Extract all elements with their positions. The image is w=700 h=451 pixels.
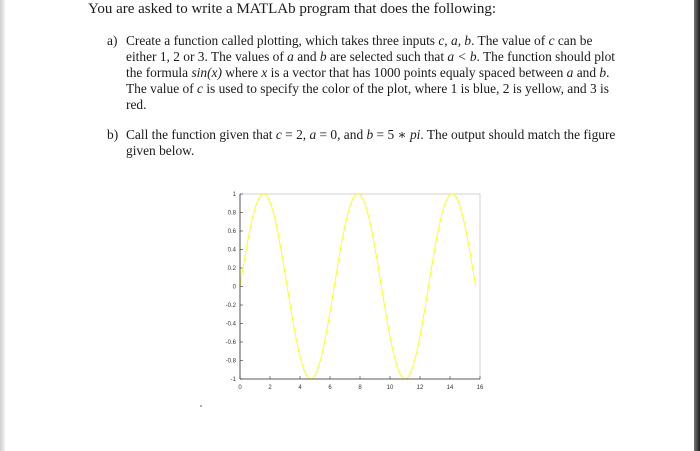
text-segment: is used to specify the color of the plot, where 1 is blue, 2 is yellow, and 3 is red. <box>126 81 609 112</box>
y-tick-label: 0.4 <box>227 247 236 254</box>
y-tick-label: -0.4 <box>225 321 236 328</box>
y-tick-label: 0.2 <box>227 266 236 272</box>
math-term: b <box>366 127 374 142</box>
text-segment: Call the function given that <box>126 127 276 142</box>
text-segment: . The value of <box>471 33 549 48</box>
text-segment: are selected such that <box>326 49 448 64</box>
text-segment: . The function should plot the formula <box>126 49 616 80</box>
text-segment: is a vector that has 1000 points equaly spaced between <box>267 65 567 80</box>
sine-curve <box>240 194 476 379</box>
text-segment: . The value of <box>126 65 610 96</box>
text-segment: where <box>221 65 262 80</box>
text-segment: and <box>293 49 320 64</box>
text-segment: = 5 ∗ <box>373 127 410 142</box>
question-intro: You are asked to write a MATLAb program that does the following: <box>88 1 496 17</box>
x-tick-label: 8 <box>358 385 362 391</box>
math-term: a <box>287 49 294 64</box>
stray-dot <box>200 405 202 407</box>
y-tick-label: -0.2 <box>225 303 236 309</box>
part-b-marker: b) <box>107 127 119 142</box>
text-segment: . The output should match the figure given below. <box>126 127 616 158</box>
math-term: x <box>261 65 268 80</box>
y-tick-label: 1 <box>232 192 236 198</box>
x-tick-label: 4 <box>298 385 302 391</box>
page-left-edge <box>0 0 5 451</box>
text-segment: and <box>573 65 600 80</box>
part-b <box>107 127 617 159</box>
math-term: c <box>197 81 203 96</box>
part-a-marker: a) <box>107 33 118 48</box>
math-term: sin(x) <box>191 65 222 80</box>
math-term: c <box>548 33 555 48</box>
part-b-text <box>126 127 617 159</box>
math-term: a <box>566 65 574 80</box>
x-tick-label: 12 <box>416 385 424 391</box>
y-tick-label: 0.8 <box>227 210 236 217</box>
part-a-text <box>126 33 622 113</box>
math-term: a < b <box>447 49 477 64</box>
y-tick-label: 0.6 <box>227 229 236 235</box>
y-tick-label: -0.6 <box>225 340 236 346</box>
x-axis <box>238 376 484 391</box>
math-term: c, a, b <box>438 33 472 48</box>
x-tick-label: 14 <box>446 385 454 391</box>
math-term: c <box>275 127 282 142</box>
y-tick-label: 0 <box>232 284 236 291</box>
text-segment: = 2, <box>281 127 310 142</box>
text-segment: = 0, and <box>316 127 367 142</box>
text-segment: can be either 1, 2 or 3. The values of <box>126 33 593 64</box>
plot-axes-box <box>240 194 480 379</box>
x-tick-label: 16 <box>476 385 484 391</box>
text-segment: Create a function called plotting, which takes three inputs <box>126 33 439 48</box>
y-tick-label: -1 <box>230 377 236 383</box>
part-a <box>107 33 622 113</box>
x-tick-label: 2 <box>268 385 272 391</box>
math-term: b <box>599 65 607 80</box>
x-tick-label: 6 <box>328 385 332 391</box>
math-term: pi <box>409 127 421 142</box>
math-term: b <box>319 49 327 64</box>
x-tick-label: 0 <box>238 385 242 391</box>
math-term: a <box>309 127 317 142</box>
x-tick-label: 10 <box>386 385 394 391</box>
sine-plot <box>218 184 488 404</box>
page-right-edge <box>694 0 700 451</box>
y-tick-label: -0.8 <box>225 358 236 365</box>
